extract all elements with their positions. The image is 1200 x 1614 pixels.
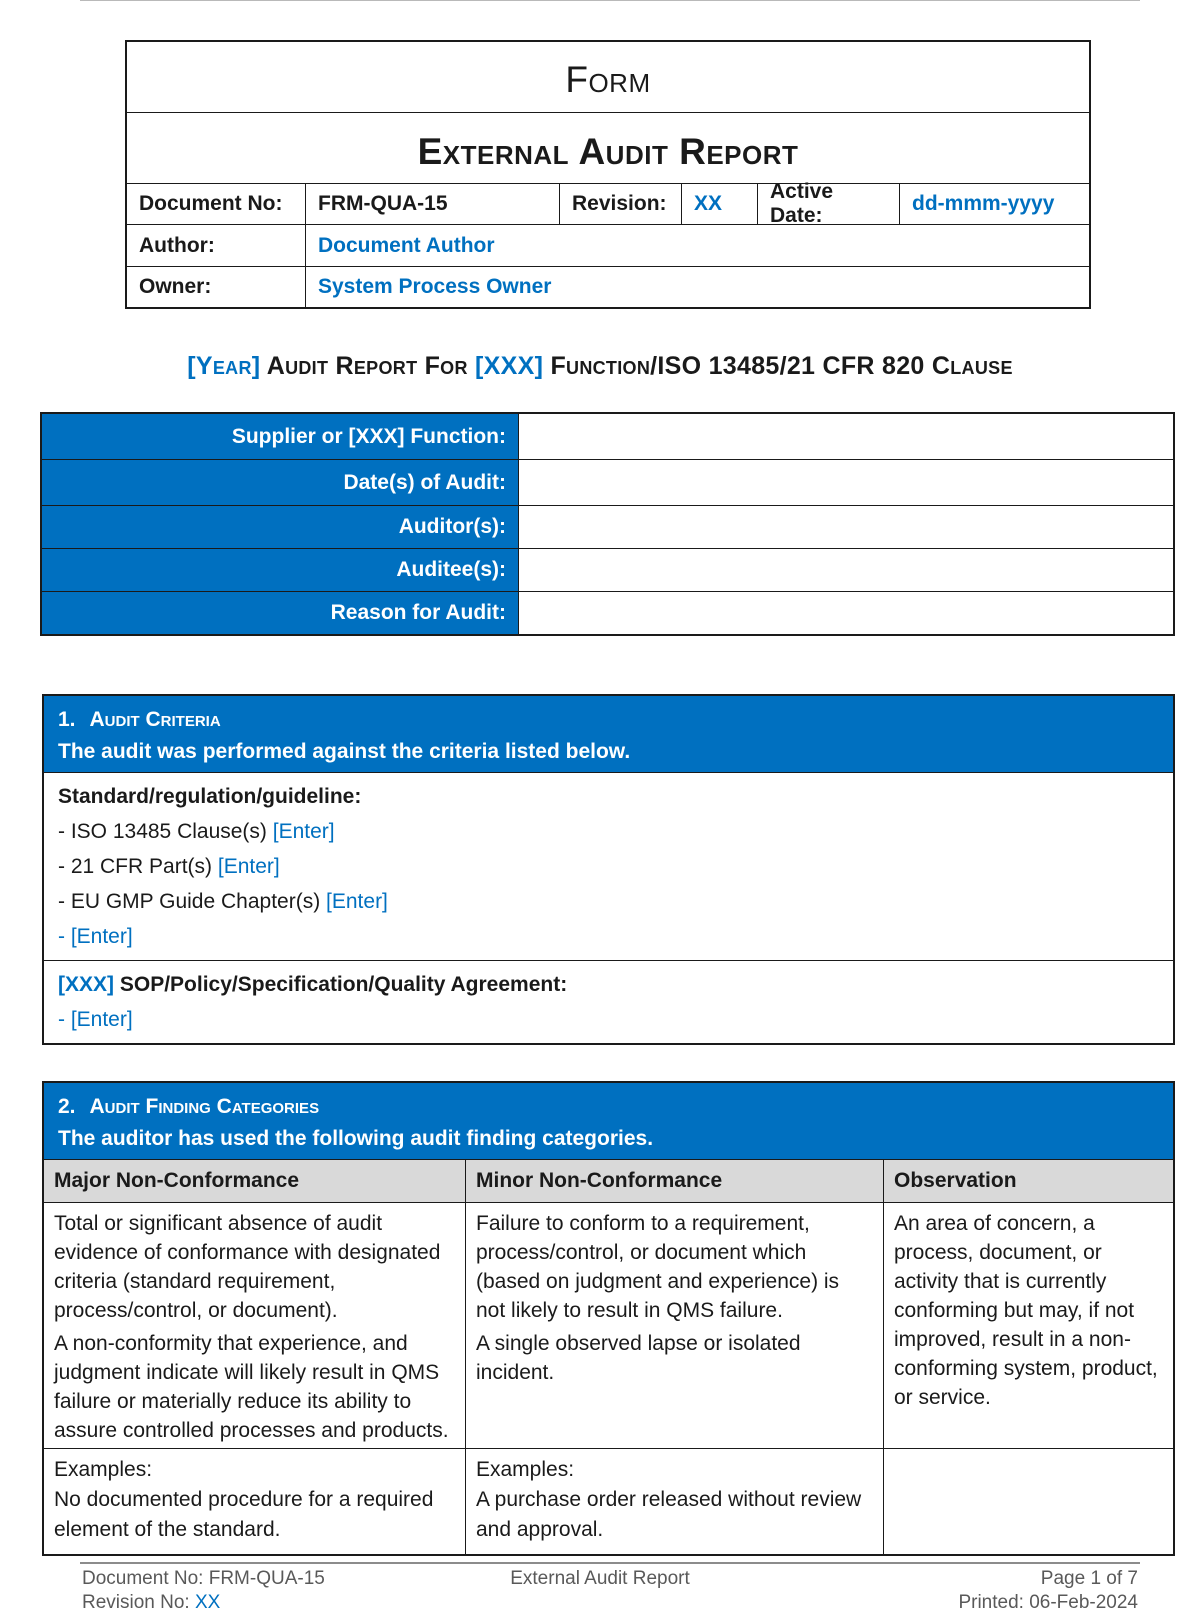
footer-doc-no: Document No: FRM-QUA-15 — [82, 1568, 325, 1589]
dates-field[interactable] — [519, 460, 1173, 505]
header-row-owner — [127, 267, 1089, 307]
footer-revision-label: Revision No: — [82, 1592, 195, 1613]
major-definition-cell — [44, 1202, 466, 1448]
enter-placeholder[interactable]: [Enter] — [272, 820, 335, 843]
header-row-author — [127, 225, 1089, 267]
minor-examples-cell — [466, 1448, 884, 1554]
section2-number: 2. — [58, 1095, 76, 1118]
report-subtitle — [0, 352, 1200, 381]
observation-examples-cell — [884, 1448, 1173, 1554]
standards-block — [44, 772, 1173, 960]
info-row-dates — [42, 460, 1173, 506]
active-date-label: Active Date: — [758, 184, 900, 224]
footer-page-number: Page 1 of 7 — [1040, 1568, 1138, 1589]
info-row-auditees — [42, 549, 1173, 592]
info-row-supplier — [42, 414, 1173, 460]
doc-no-label: Document No: — [127, 184, 306, 224]
info-row-auditors — [42, 506, 1173, 549]
major-examples-label: Examples: — [54, 1458, 153, 1481]
sop-block — [44, 960, 1173, 1043]
minor-definition-2: A single observed lapse or isolated incident. — [476, 1332, 801, 1384]
standard-item — [58, 884, 1159, 919]
sop-heading-text: SOP/Policy/Specification/Quality Agreement: — [114, 973, 568, 996]
subtitle-xxx-placeholder[interactable]: [XXX] — [475, 352, 544, 380]
enter-placeholder[interactable]: [Enter] — [326, 890, 388, 913]
top-rule — [80, 0, 1140, 1]
standard-item-text: - EU GMP Guide Chapter(s) — [58, 890, 327, 913]
section2-title — [58, 1083, 1159, 1119]
form-label: Form — [127, 42, 1089, 113]
sop-enter-placeholder[interactable]: - [Enter] — [58, 1008, 133, 1031]
enter-placeholder[interactable]: [Enter] — [217, 855, 280, 878]
author-value[interactable]: Document Author — [318, 233, 495, 257]
subtitle-text-1: Audit Report For — [260, 352, 476, 380]
section1-header — [44, 696, 1173, 772]
section1-title-text: Audit Criteria — [89, 708, 221, 731]
standard-item — [58, 849, 1159, 884]
observation-definition: An area of concern, a process, document, or activity that is currently conforming but may, if not improved, result in a non-conforming system, product, or service. — [894, 1212, 1158, 1409]
section1-number: 1. — [58, 708, 76, 731]
standard-item-text: - 21 CFR Part(s) — [58, 855, 218, 878]
major-examples-cell — [44, 1448, 466, 1554]
major-example-text: No documented procedure for a required element of the standard. — [54, 1488, 434, 1541]
supplier-label: Supplier or [XXX] Function: — [42, 414, 519, 459]
form-header-table — [125, 40, 1091, 309]
reason-label: Reason for Audit: — [42, 592, 519, 634]
footer-revision — [82, 1592, 220, 1614]
owner-label: Owner: — [127, 267, 306, 307]
sop-heading — [58, 967, 1159, 1002]
section1-subtitle: The audit was performed against the criteria listed below. — [58, 740, 631, 763]
footer-title: External Audit Report — [510, 1568, 690, 1589]
footer-printed-date: Printed: 06-Feb-2024 — [958, 1592, 1138, 1613]
column-header-major: Major Non-Conformance — [44, 1159, 466, 1202]
section1-title — [58, 696, 1159, 732]
revision-label: Revision: — [560, 184, 682, 224]
info-row-reason — [42, 592, 1173, 634]
revision-value[interactable]: XX — [682, 184, 758, 224]
minor-definition-1: Failure to conform to a requirement, process/control, or document which (based on judgment and experience) is not likely to result in QMS failure. — [476, 1212, 840, 1322]
section-finding-categories — [42, 1081, 1175, 1556]
extra-enter-placeholder[interactable]: - [Enter] — [58, 925, 133, 948]
subtitle-text-2: Function/ISO 13485/21 CFR 820 Clause — [543, 352, 1013, 380]
standard-item-text: - ISO 13485 Clause(s) — [58, 820, 273, 843]
audit-info-table — [40, 412, 1175, 636]
footer-revision-value: XX — [195, 1592, 221, 1613]
auditors-label: Auditor(s): — [42, 506, 519, 548]
section-audit-criteria — [42, 694, 1175, 1045]
minor-examples-label: Examples: — [476, 1458, 575, 1481]
section2-subtitle: The auditor has used the following audit finding categories. — [58, 1127, 654, 1150]
standard-item — [58, 814, 1159, 849]
column-header-minor: Minor Non-Conformance — [466, 1159, 884, 1202]
major-definition-1: Total or significant absence of audit evidence of conformance with designated criteria (standard requirement, process/control, or document). — [54, 1212, 441, 1322]
doc-no-value: FRM-QUA-15 — [306, 184, 560, 224]
document-title: External Audit Report — [127, 113, 1089, 184]
minor-definition-cell — [466, 1202, 884, 1448]
section2-title-text: Audit Finding Categories — [89, 1095, 320, 1118]
owner-value[interactable]: System Process Owner — [318, 275, 552, 298]
observation-definition-cell — [884, 1202, 1173, 1448]
categories-table — [44, 1159, 1173, 1554]
minor-example-text: A purchase order released without review and approval. — [476, 1488, 862, 1541]
footer-rule — [80, 1562, 1140, 1564]
header-row-document — [127, 180, 1089, 227]
auditors-field[interactable] — [519, 506, 1173, 548]
column-header-observation: Observation — [884, 1159, 1173, 1202]
sop-xxx-placeholder[interactable]: [XXX] — [58, 973, 115, 996]
auditees-field[interactable] — [519, 549, 1173, 591]
major-definition-2: A non-conformity that experience, and judgment indicate will likely result in QMS failure or materially reduce its ability to assure controlled processes and products. — [54, 1332, 449, 1442]
dates-label: Date(s) of Audit: — [42, 460, 519, 505]
active-date-value[interactable]: dd-mmm-yyyy — [912, 192, 1055, 215]
supplier-field[interactable] — [519, 414, 1173, 459]
section2-header — [44, 1083, 1173, 1159]
auditees-label: Auditee(s): — [42, 549, 519, 591]
subtitle-year-placeholder[interactable]: [Year] — [187, 352, 261, 380]
standards-heading: Standard/regulation/guideline: — [58, 785, 362, 808]
reason-field[interactable] — [519, 592, 1173, 634]
author-label: Author: — [127, 225, 306, 266]
